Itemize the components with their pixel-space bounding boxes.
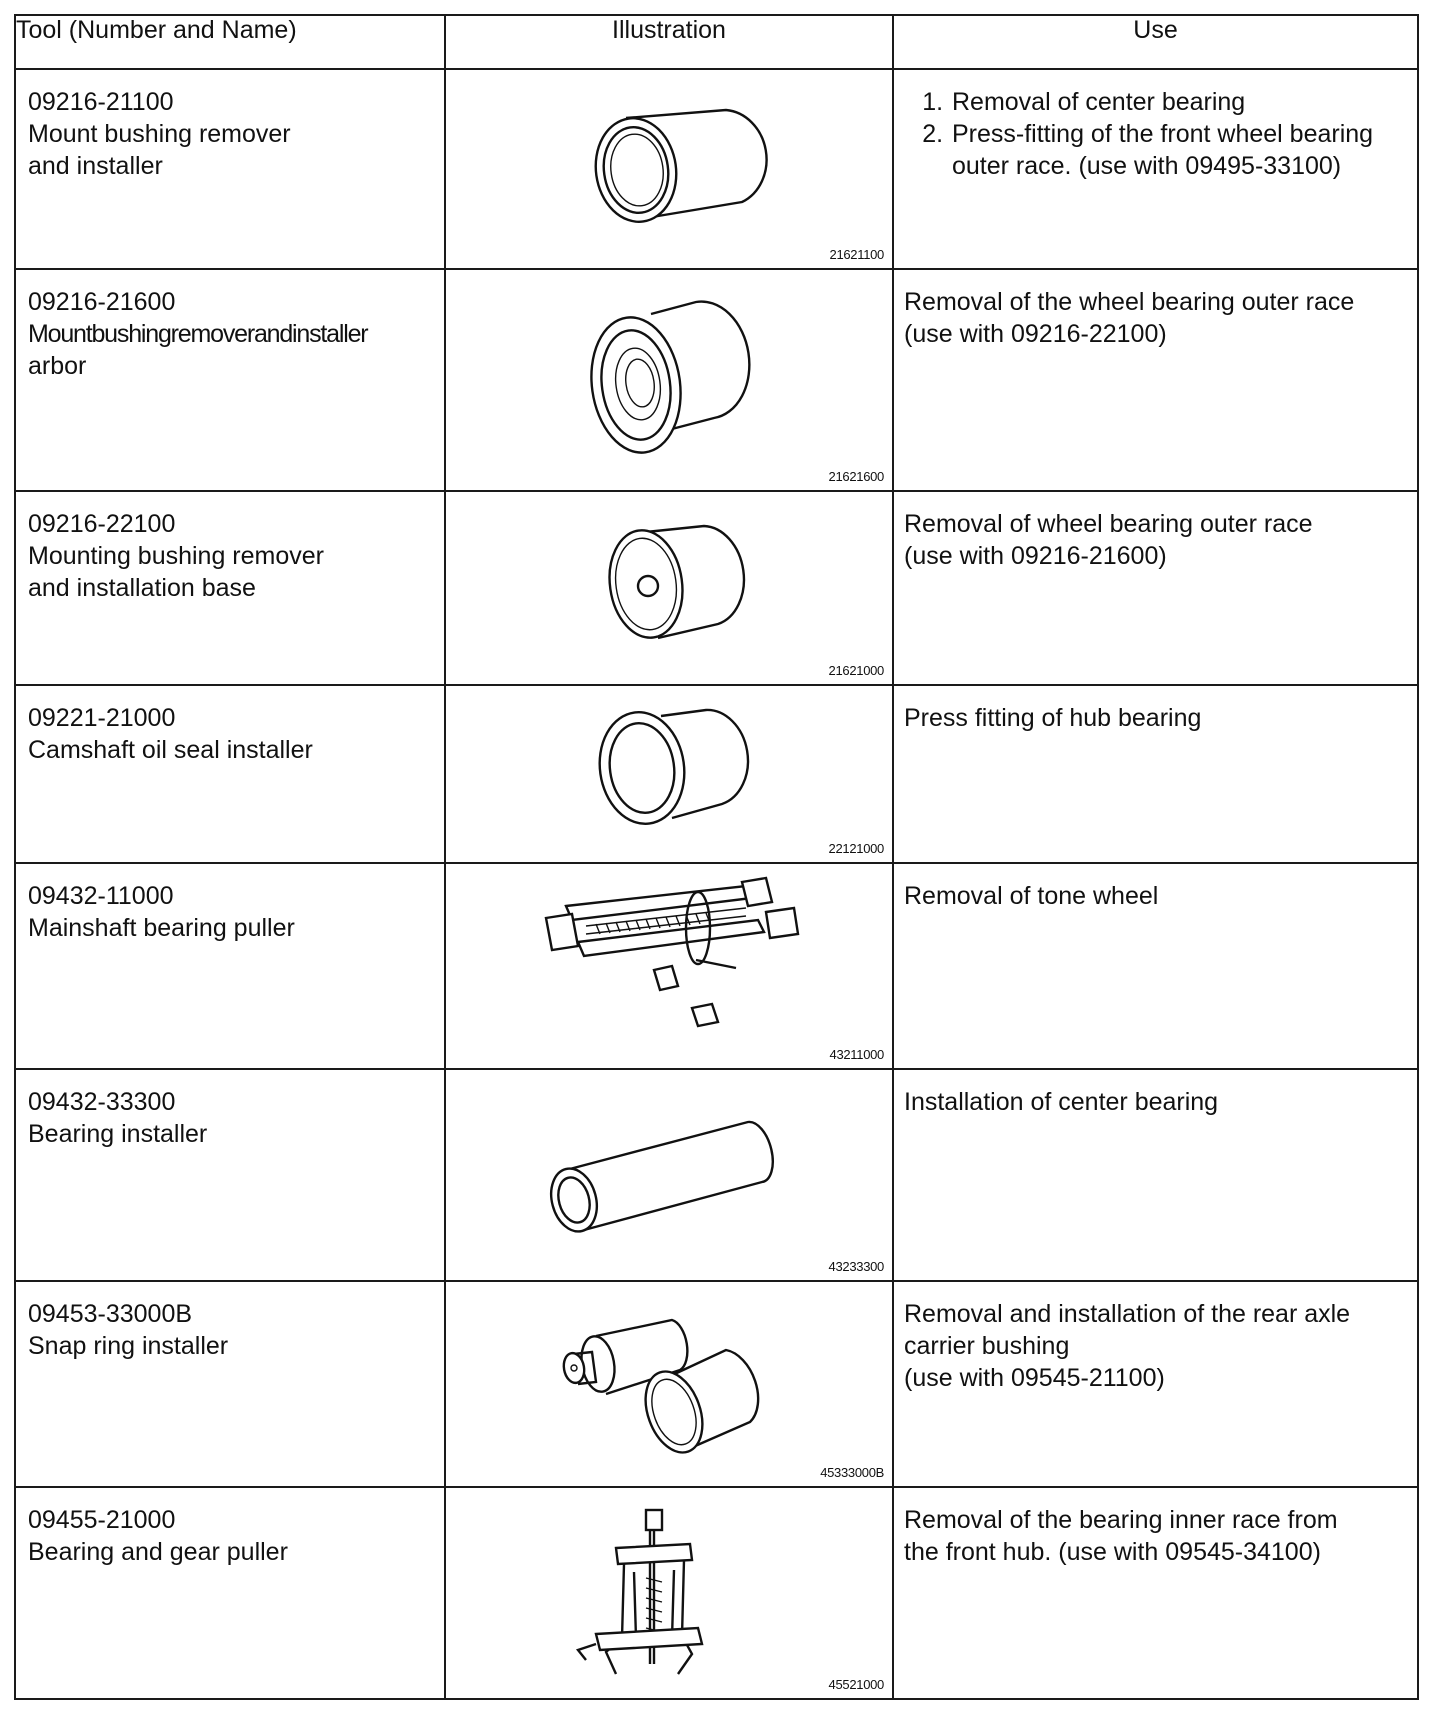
tool-cell (15, 863, 445, 1069)
use-cell (893, 1487, 1418, 1699)
tool-name-line: Mounting bushing remover (28, 542, 324, 570)
table-row (15, 69, 1418, 269)
use-line: Installation of center bearing (904, 1088, 1219, 1116)
sleeve-driver-icon (446, 70, 892, 268)
tool-number: 09216-21100 (28, 88, 174, 116)
use-cell (893, 1069, 1418, 1281)
table-header-row (15, 15, 1418, 69)
use-line: Removal and installation of the rear axle (904, 1300, 1351, 1328)
illustration-cell (445, 1281, 893, 1487)
use-cell (893, 491, 1418, 685)
use-cell (893, 269, 1418, 491)
header-use: Use (893, 15, 1418, 69)
figure-number: 22121000 (828, 841, 884, 856)
tool-name-line: arbor (28, 352, 87, 380)
tool-number: 09221-21000 (28, 704, 176, 732)
tool-cell (15, 685, 445, 863)
table-row (15, 685, 1418, 863)
tool-cell (15, 491, 445, 685)
flanged-arbor-icon (446, 270, 892, 490)
special-tools-table (14, 14, 1419, 1700)
figure-number: 43211000 (829, 1047, 884, 1062)
installation-base-icon (446, 492, 892, 684)
use-line: Press fitting of hub bearing (904, 704, 1202, 732)
table-row (15, 1069, 1418, 1281)
tool-name-line: Mainshaft bearing puller (28, 914, 295, 942)
tool-cell (15, 69, 445, 269)
tool-name-line: Bearing installer (28, 1120, 208, 1148)
table-row (15, 269, 1418, 491)
tool-name-line: Mountbushingremoverandinstaller (28, 320, 368, 348)
tool-name-line: Bearing and gear puller (28, 1538, 288, 1566)
seal-installer-icon (446, 686, 892, 862)
bearing-puller-icon (446, 864, 892, 1068)
tool-number: 09455-21000 (28, 1506, 176, 1534)
use-cell (893, 863, 1418, 1069)
header-tool: Tool (Number and Name) (15, 15, 445, 69)
figure-number: 45521000 (828, 1677, 884, 1692)
use-line: (use with 09216-21600) (904, 542, 1167, 570)
table-row (15, 1281, 1418, 1487)
snap-ring-installer-icon (446, 1282, 892, 1486)
tool-name-line: and installation base (28, 574, 256, 602)
use-line: (use with 09216-22100) (904, 320, 1167, 348)
tool-number: 09432-11000 (28, 882, 174, 910)
tool-name-line: Mount bushing remover (28, 120, 291, 148)
header-illustration: Illustration (445, 15, 893, 69)
use-line: Removal of wheel bearing outer race (904, 510, 1313, 538)
illustration-cell (445, 1487, 893, 1699)
use-line: carrier bushing (904, 1332, 1070, 1360)
tool-cell (15, 269, 445, 491)
use-line: Removal of the bearing inner race from (904, 1506, 1338, 1534)
tool-cell (15, 1069, 445, 1281)
illustration-cell (445, 269, 893, 491)
illustration-cell (445, 685, 893, 863)
use-line: the front hub. (use with 09545-34100) (904, 1538, 1321, 1566)
figure-number: 21621000 (828, 663, 884, 678)
tool-cell (15, 1281, 445, 1487)
table-row (15, 1487, 1418, 1699)
tool-name-line: and installer (28, 152, 163, 180)
tool-number: 09216-22100 (28, 510, 176, 538)
tool-name-line: Camshaft oil seal installer (28, 736, 313, 764)
use-cell (893, 69, 1418, 269)
tool-number: 09453-33000B (28, 1300, 193, 1328)
use-list-item: 2. Press-fitting of the front wheel bearing outer race. (use with 09495-33100) (950, 118, 1409, 182)
use-list-item: 1. Removal of center bearing (950, 86, 1409, 118)
figure-number: 45333000B (820, 1465, 884, 1480)
figure-number: 21621100 (829, 247, 884, 262)
use-line: Removal of tone wheel (904, 882, 1159, 910)
gear-puller-icon (446, 1488, 892, 1698)
use-cell (893, 685, 1418, 863)
use-line: Removal of the wheel bearing outer race (904, 288, 1355, 316)
use-list (904, 86, 1409, 182)
table-row (15, 491, 1418, 685)
illustration-cell (445, 491, 893, 685)
table-row (15, 863, 1418, 1069)
figure-number: 21621600 (828, 469, 884, 484)
tool-cell (15, 1487, 445, 1699)
tube-installer-icon (446, 1070, 892, 1280)
use-cell (893, 1281, 1418, 1487)
figure-number: 43233300 (828, 1259, 884, 1274)
illustration-cell (445, 1069, 893, 1281)
tool-number: 09216-21600 (28, 288, 176, 316)
illustration-cell (445, 69, 893, 269)
illustration-cell (445, 863, 893, 1069)
tool-number: 09432-33300 (28, 1088, 176, 1116)
tool-name-line: Snap ring installer (28, 1332, 229, 1360)
use-line: (use with 09545-21100) (904, 1364, 1165, 1392)
